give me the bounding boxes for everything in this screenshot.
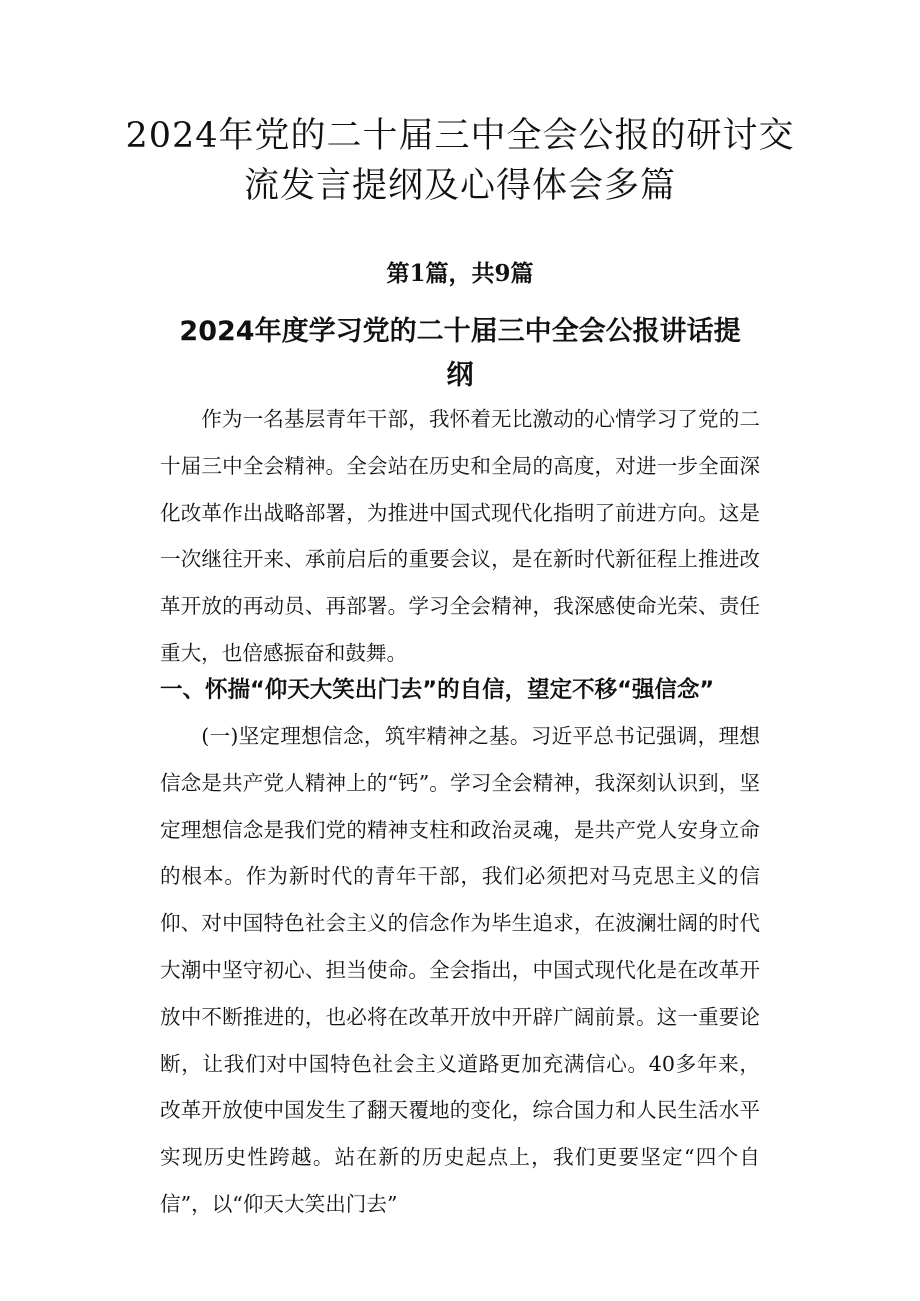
subtitle-line-2: 纲 bbox=[446, 360, 474, 391]
subtitle-line-1: 2024年度学习党的二十届三中全会公报讲话提 bbox=[179, 316, 741, 347]
document-title-line-2: 流发言提纲及心得体会多篇 bbox=[243, 166, 676, 206]
document-title-line-1: 2024年党的二十届三中全会公报的研讨交 bbox=[125, 116, 795, 156]
section-paragraph: (一)坚定理想信念，筑牢精神之基。习近平总书记强调，理想信念是共产党人精神上的“钙”。学习全会精神，我深刻认识到，坚定理想信念是我们党的精神支柱和政治灵魂，是共产党人安身立命的根本。作为新时代的青年干部，我们必须把对马克思主义的信仰、对中国特色社会主义的信念作为毕生追求，在波澜壮阔的时代大潮中坚守初心、担当使命。全会指出，中国式现代化是在改革开放中不断推进的，也必将在改革开放中开辟广阔前景。这一重要论断，让我们对中国特色社会主义道路更加充满信心。40多年来，改革开放使中国发生了翻天覆地的变化，综合国力和人民生活水平实现历史性跨越。站在新的历史起点上，我们更要坚定“四个自信”，以“仰天大笑出门去” bbox=[160, 724, 760, 1216]
part-indicator: 第1篇，共9篇 bbox=[386, 260, 534, 287]
intro-paragraph: 作为一名基层青年干部，我怀着无比激动的心情学习了党的二十届三中全会精神。全会站在历史和全局的高度，对进一步全面深化改革作出战略部署，为推进中国式现代化指明了前进方向。这是一次继往开来、承前启后的重要会议，是在新时代新征程上推进改革开放的再动员、再部署。学习全会精神，我深感使命光荣、责任重大，也倍感振奋和鼓舞。 bbox=[160, 407, 760, 665]
section-heading: 一、怀揣“仰天大笑出门去”的自信，望定不移“强信念” bbox=[160, 677, 715, 703]
